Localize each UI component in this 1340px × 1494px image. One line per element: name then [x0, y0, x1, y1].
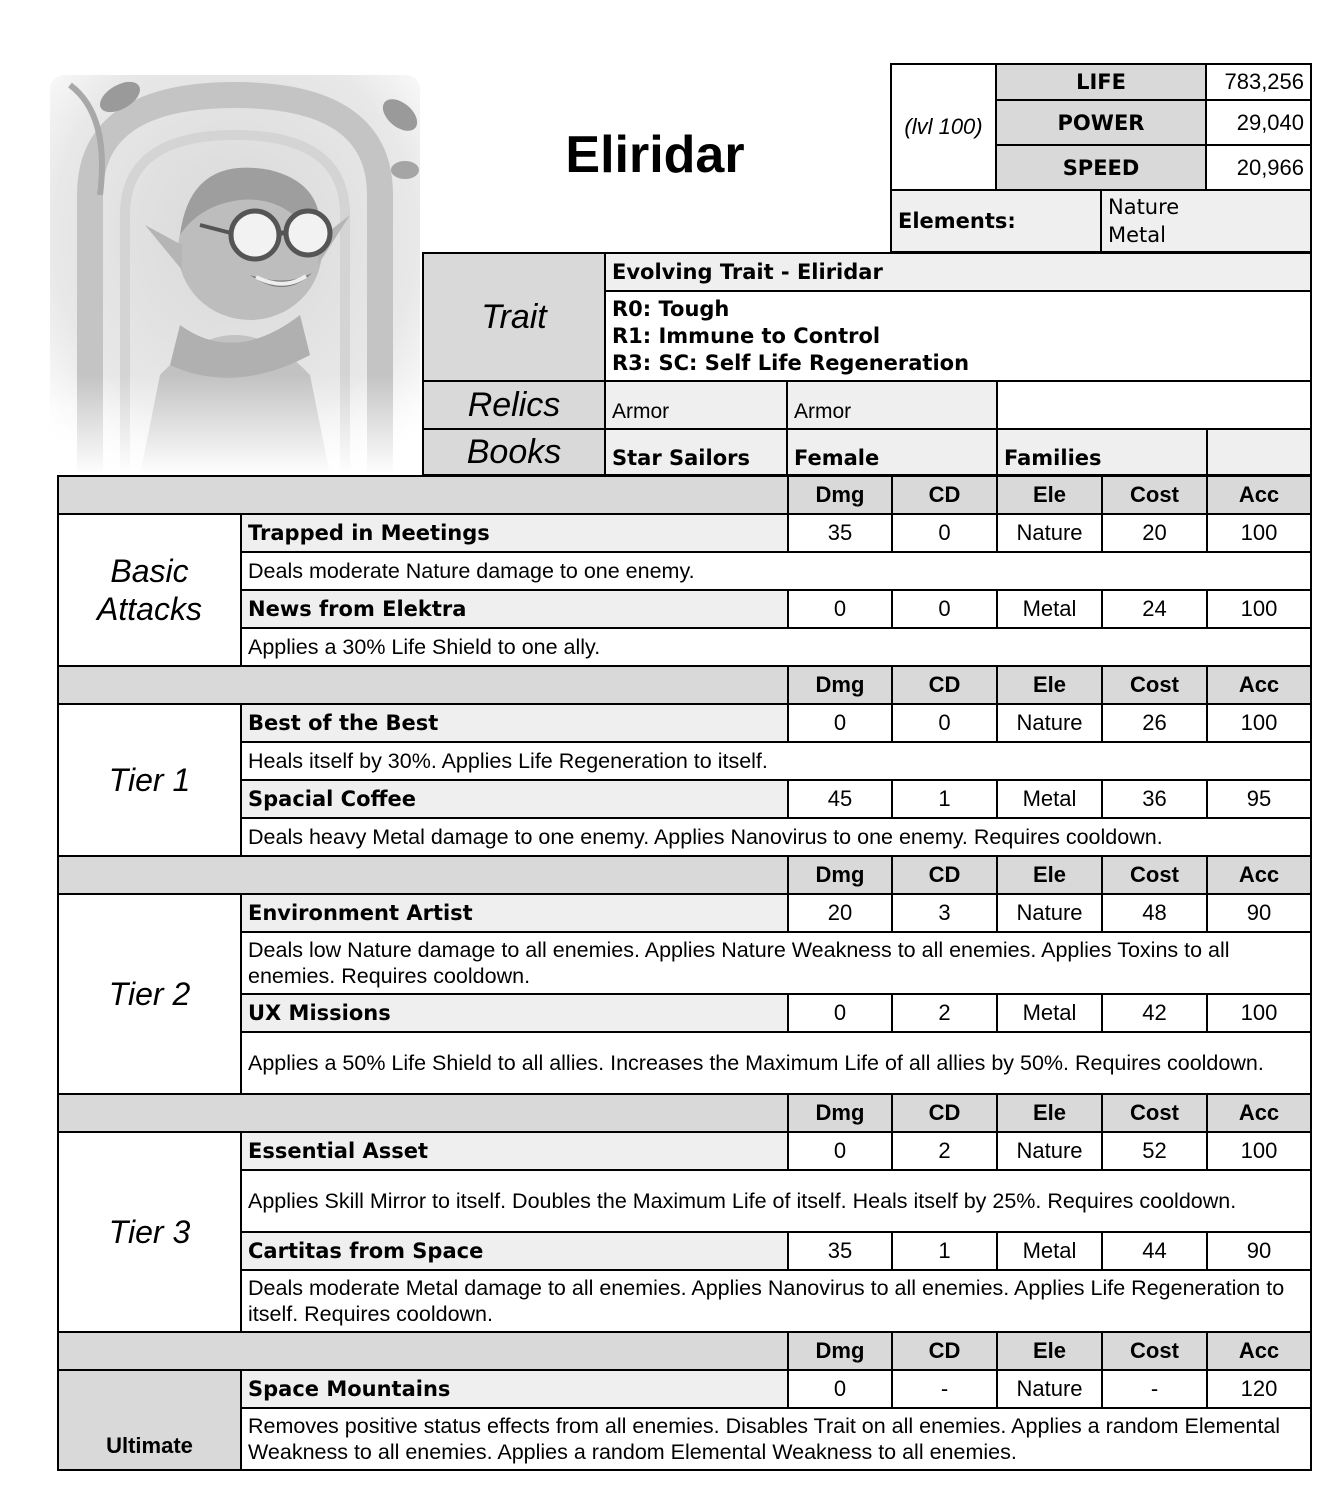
skill-dmg: 35: [788, 1232, 892, 1270]
book-3: Families: [997, 429, 1207, 475]
column-header-ele: Ele: [997, 1094, 1102, 1132]
skill-ele: Metal: [997, 780, 1102, 818]
column-header-dmg: Dmg: [788, 1332, 892, 1370]
stat-label-power: POWER: [996, 100, 1206, 145]
section-title: Basic Attacks: [58, 514, 241, 666]
skill-description: Applies a 50% Life Shield to all allies. Increases the Maximum Life of all allies by 50%. Requires cooldown.: [241, 1032, 1311, 1094]
skill-dmg: 20: [788, 894, 892, 932]
skill-cost: 44: [1102, 1232, 1207, 1270]
skill-cd: 2: [892, 1132, 997, 1170]
relic-3: [997, 381, 1311, 429]
skill-description: Deals heavy Metal damage to one enemy. Applies Nanovirus to one enemy. Requires cooldown.: [241, 818, 1311, 856]
skill-cd: 2: [892, 994, 997, 1032]
skill-cost: -: [1102, 1370, 1207, 1408]
skill-dmg: 0: [788, 590, 892, 628]
column-header-cost: Cost: [1102, 476, 1207, 514]
column-header-cost: Cost: [1102, 1094, 1207, 1132]
section-header-spacer: [58, 856, 788, 894]
skill-name: Cartitas from Space: [241, 1232, 788, 1270]
column-header-cost: Cost: [1102, 1332, 1207, 1370]
column-header-dmg: Dmg: [788, 1094, 892, 1132]
section-title: Ultimate: [58, 1370, 241, 1470]
column-header-dmg: Dmg: [788, 666, 892, 704]
column-header-cd: CD: [892, 1094, 997, 1132]
trait-line: R1: Immune to Control: [612, 323, 881, 348]
skill-dmg: 0: [788, 994, 892, 1032]
skill-ele: Metal: [997, 590, 1102, 628]
skill-acc: 100: [1207, 994, 1311, 1032]
skill-acc: 120: [1207, 1370, 1311, 1408]
skill-acc: 95: [1207, 780, 1311, 818]
skill-name: Trapped in Meetings: [241, 514, 788, 552]
column-header-dmg: Dmg: [788, 476, 892, 514]
skill-cd: 3: [892, 894, 997, 932]
trait-lines: [605, 291, 1311, 381]
hero-portrait: [50, 75, 420, 475]
skill-cd: 1: [892, 1232, 997, 1270]
trait-label: Trait: [423, 253, 605, 381]
skill-description: Applies a 30% Life Shield to one ally.: [241, 628, 1311, 666]
trait-title: Evolving Trait - Eliridar: [605, 253, 1311, 291]
skill-acc: 100: [1207, 590, 1311, 628]
skill-description: Heals itself by 30%. Applies Life Regeneration to itself.: [241, 742, 1311, 780]
column-header-cost: Cost: [1102, 666, 1207, 704]
skill-cost: 26: [1102, 704, 1207, 742]
element-nature: Nature: [1108, 195, 1180, 219]
skill-cost: 24: [1102, 590, 1207, 628]
book-1: Star Sailors: [605, 429, 787, 475]
column-header-ele: Ele: [997, 1332, 1102, 1370]
section-header-spacer: [58, 1094, 788, 1132]
skill-ele: Nature: [997, 704, 1102, 742]
skill-acc: 90: [1207, 1232, 1311, 1270]
column-header-acc: Acc: [1207, 1332, 1311, 1370]
skill-ele: Nature: [997, 1132, 1102, 1170]
skill-name: Space Mountains: [241, 1370, 788, 1408]
stats-table: [890, 63, 1312, 253]
skill-cd: 1: [892, 780, 997, 818]
relics-label: Relics: [423, 381, 605, 429]
skill-dmg: 0: [788, 1132, 892, 1170]
skill-ele: Nature: [997, 514, 1102, 552]
section-title: Tier 2: [58, 894, 241, 1094]
skill-cost: 36: [1102, 780, 1207, 818]
trait-relics-books-table: [422, 252, 1312, 476]
skill-cost: 52: [1102, 1132, 1207, 1170]
section-title: Tier 1: [58, 704, 241, 856]
skill-description: Removes positive status effects from all enemies. Disables Trait on all enemies. Applies a random Elemental Weakness to all enemies. Applies a random Elemental Weakness to all enemies.: [241, 1408, 1311, 1470]
skill-cd: 0: [892, 514, 997, 552]
skill-description: Applies Skill Mirror to itself. Doubles the Maximum Life of itself. Heals itself by 25%. Requires cooldown.: [241, 1170, 1311, 1232]
skill-cost: 48: [1102, 894, 1207, 932]
column-header-cd: CD: [892, 476, 997, 514]
skill-name: Best of the Best: [241, 704, 788, 742]
skill-name: Environment Artist: [241, 894, 788, 932]
skill-ele: Nature: [997, 894, 1102, 932]
section-title: Tier 3: [58, 1132, 241, 1332]
book-2: Female: [787, 429, 997, 475]
skill-cost: 20: [1102, 514, 1207, 552]
skill-acc: 100: [1207, 1132, 1311, 1170]
skill-dmg: 35: [788, 514, 892, 552]
column-header-acc: Acc: [1207, 666, 1311, 704]
relic-2: Armor: [787, 381, 997, 429]
column-header-ele: Ele: [997, 666, 1102, 704]
column-header-cd: CD: [892, 856, 997, 894]
skill-name: Spacial Coffee: [241, 780, 788, 818]
skill-name: UX Missions: [241, 994, 788, 1032]
skills-table: [57, 475, 1312, 1471]
skill-ele: Metal: [997, 1232, 1102, 1270]
trait-line: R0: Tough: [612, 296, 730, 321]
stat-value-power: 29,040: [1206, 100, 1311, 145]
book-4: [1207, 429, 1311, 475]
skill-dmg: 0: [788, 704, 892, 742]
stat-label-speed: SPEED: [996, 145, 1206, 190]
skill-acc: 100: [1207, 514, 1311, 552]
skill-acc: 100: [1207, 704, 1311, 742]
skill-cd: 0: [892, 704, 997, 742]
column-header-ele: Ele: [997, 476, 1102, 514]
column-header-acc: Acc: [1207, 476, 1311, 514]
skill-acc: 90: [1207, 894, 1311, 932]
skill-name: Essential Asset: [241, 1132, 788, 1170]
column-header-acc: Acc: [1207, 856, 1311, 894]
trait-line: R3: SC: Self Life Regeneration: [612, 350, 970, 375]
skill-dmg: 0: [788, 1370, 892, 1408]
skill-ele: Nature: [997, 1370, 1102, 1408]
stat-label-life: LIFE: [996, 64, 1206, 100]
skill-cd: -: [892, 1370, 997, 1408]
section-header-spacer: [58, 666, 788, 704]
elements-values: [1101, 190, 1311, 252]
skill-name: News from Elektra: [241, 590, 788, 628]
books-label: Books: [423, 429, 605, 475]
stat-value-speed: 20,966: [1206, 145, 1311, 190]
relic-1: Armor: [605, 381, 787, 429]
section-header-spacer: [58, 1332, 788, 1370]
skill-cd: 0: [892, 590, 997, 628]
skill-cost: 42: [1102, 994, 1207, 1032]
element-metal: Metal: [1108, 223, 1166, 247]
skill-ele: Metal: [997, 994, 1102, 1032]
skill-description: Deals low Nature damage to all enemies. Applies Nature Weakness to all enemies. Applies Toxins to all enemies. Requires cooldown.: [241, 932, 1311, 994]
column-header-cd: CD: [892, 666, 997, 704]
skill-description: Deals moderate Metal damage to all enemies. Applies Nanovirus to all enemies. Applies Life Regeneration to itself. Requires cooldown.: [241, 1270, 1311, 1332]
column-header-dmg: Dmg: [788, 856, 892, 894]
skill-dmg: 45: [788, 780, 892, 818]
column-header-cost: Cost: [1102, 856, 1207, 894]
column-header-cd: CD: [892, 1332, 997, 1370]
level-label: (lvl 100): [891, 64, 996, 190]
skill-description: Deals moderate Nature damage to one enemy.: [241, 552, 1311, 590]
section-header-spacer: [58, 476, 788, 514]
elements-label: Elements:: [891, 190, 1101, 252]
hero-name: Eliridar: [565, 126, 745, 184]
column-header-acc: Acc: [1207, 1094, 1311, 1132]
stat-value-life: 783,256: [1206, 64, 1311, 100]
column-header-ele: Ele: [997, 856, 1102, 894]
